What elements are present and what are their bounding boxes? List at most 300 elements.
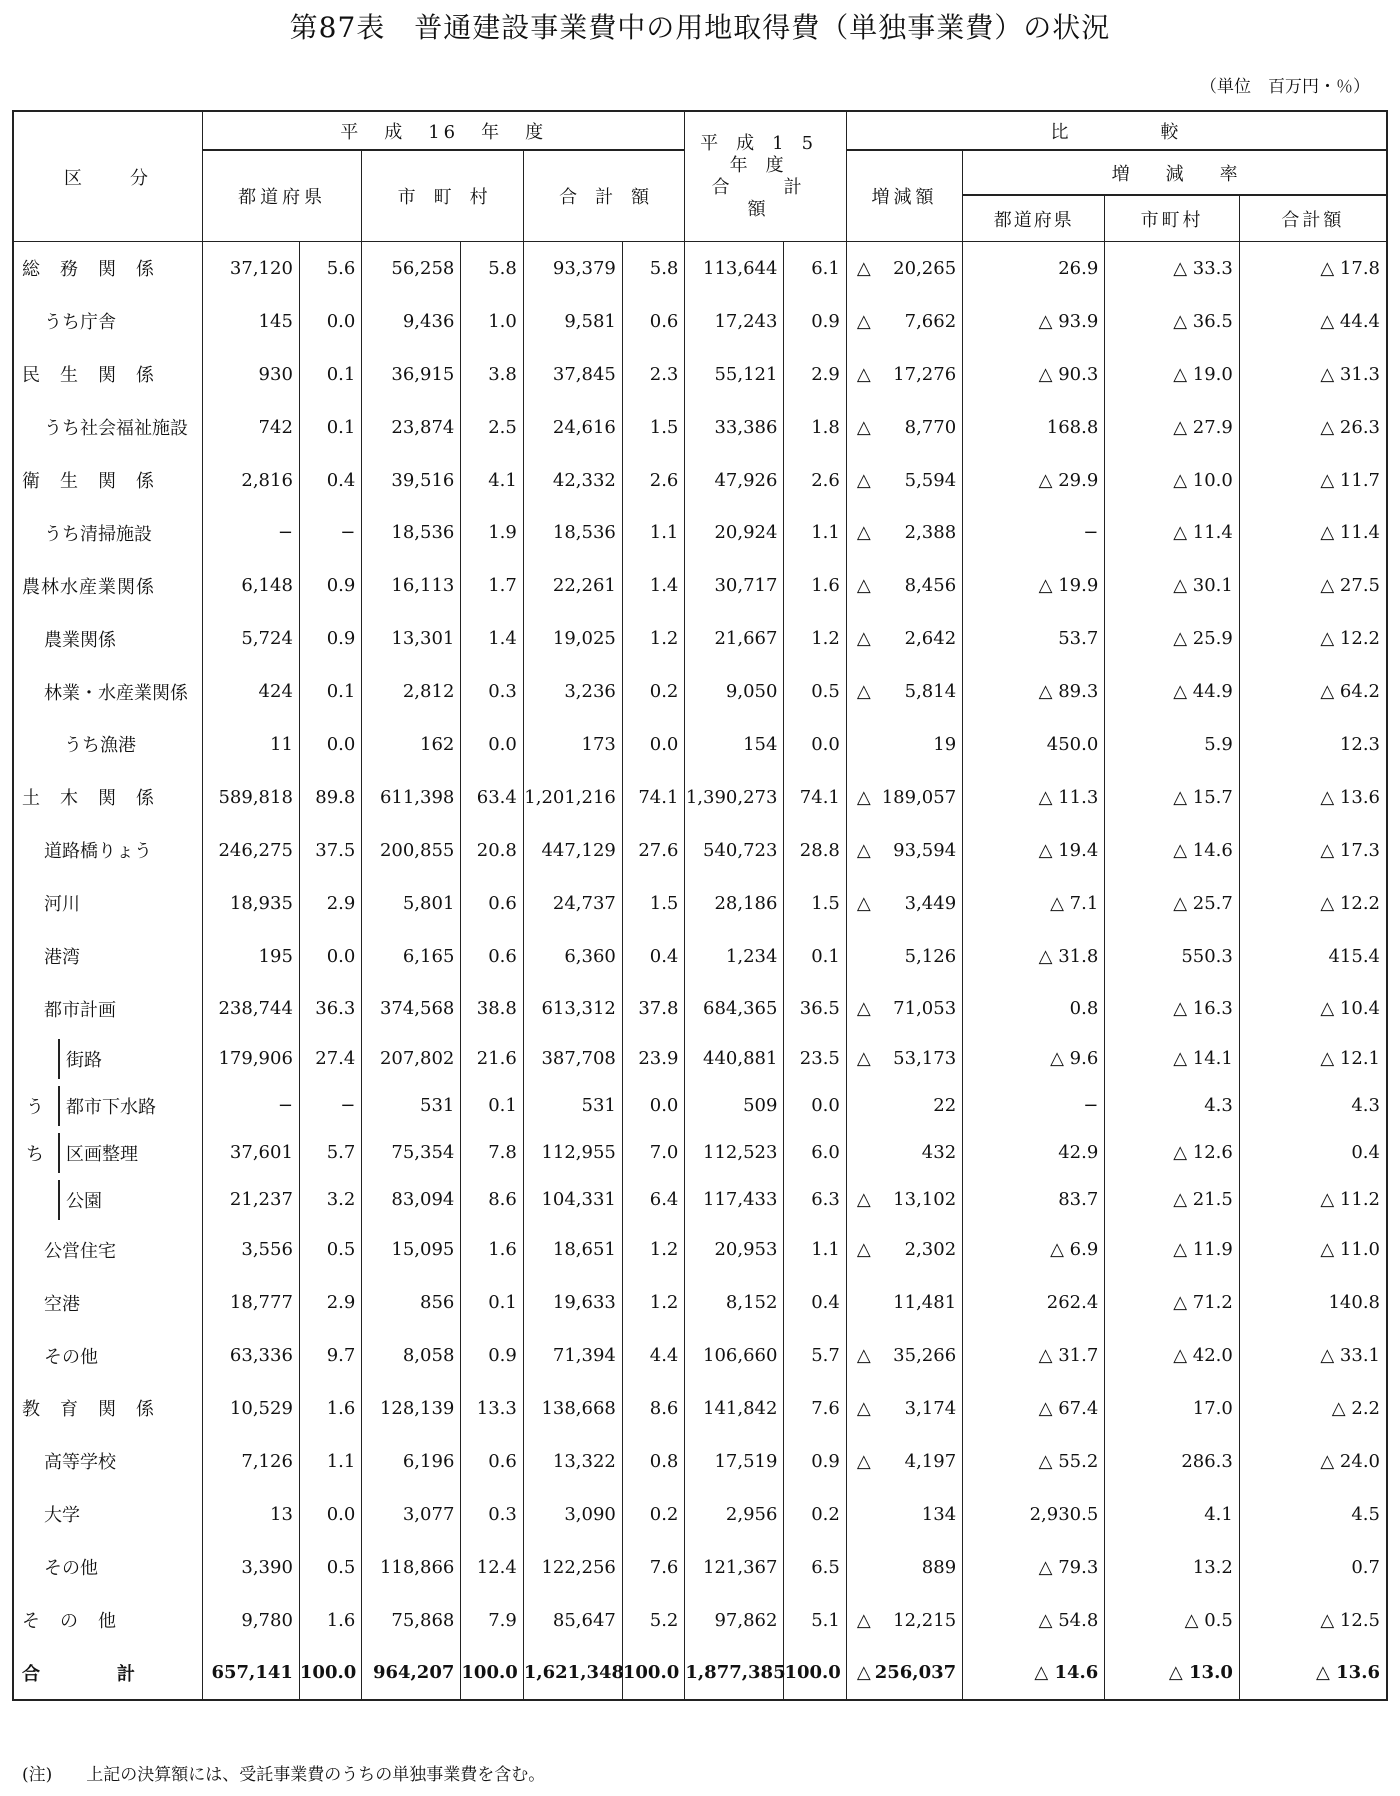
cell: 1,201,216 [523, 771, 622, 824]
cell: 2,956 [685, 1488, 784, 1541]
table-row [13, 1035, 1387, 1082]
cell: 7.0 [622, 1129, 685, 1176]
cell [846, 454, 962, 507]
cell: − [963, 506, 1105, 559]
cell: 0.6 [461, 930, 523, 983]
unit-label: （単位 百万円・％） [1200, 77, 1370, 97]
cell: △ 11.2 [1239, 1176, 1387, 1223]
table-body [13, 242, 1387, 1701]
cell: 0.6 [622, 295, 685, 348]
cell [846, 1382, 962, 1435]
cell: 16,113 [362, 559, 461, 612]
cell: 2,812 [362, 665, 461, 718]
value: 7,662 [904, 310, 957, 332]
cell: 42.9 [963, 1129, 1105, 1176]
row-label-text: 民 生 関 係 [22, 365, 155, 387]
cell: 55,121 [685, 348, 784, 401]
cell: 0.0 [299, 295, 361, 348]
header-h15-line2: 合 計 額 [711, 176, 856, 220]
cell: 13,301 [362, 612, 461, 665]
cell: 6.5 [784, 1541, 846, 1594]
cell: 6.1 [784, 242, 846, 295]
cell: 246,275 [203, 824, 300, 877]
cell: 18,777 [203, 1276, 300, 1329]
value: 3,449 [904, 892, 957, 914]
table-header [13, 111, 1387, 242]
cell: 36.5 [784, 982, 846, 1035]
row-label [13, 665, 203, 718]
cell: 13.2 [1105, 1541, 1240, 1594]
header-compare: 比 較 [846, 111, 1387, 150]
sign: △ [856, 575, 871, 597]
cell: 3.8 [461, 348, 523, 401]
cell: 0.9 [784, 1435, 846, 1488]
cell: 18,651 [523, 1223, 622, 1276]
cell: △ 19.0 [1105, 348, 1240, 401]
row-label-text: 都市計画 [44, 999, 116, 1021]
cell: △ 0.5 [1105, 1594, 1240, 1647]
cell: 1.7 [461, 559, 523, 612]
uchi-label: う [26, 1096, 44, 1118]
cell: 0.4 [784, 1276, 846, 1329]
cell: 19,633 [523, 1276, 622, 1329]
cell: 100.0 [299, 1646, 361, 1700]
cell: 37.8 [622, 982, 685, 1035]
header-diff: 増減額 [846, 150, 962, 242]
cell: 447,129 [523, 824, 622, 877]
cell: 1.1 [299, 1435, 361, 1488]
cell [846, 1488, 962, 1541]
row-label [13, 1541, 203, 1594]
cell: 2.9 [299, 1276, 361, 1329]
cell: 0.8 [622, 1435, 685, 1488]
header-muni: 市 町 村 [362, 150, 523, 242]
cell [846, 718, 962, 771]
cell: △ 12.2 [1239, 612, 1387, 665]
cell: △ 31.8 [963, 930, 1105, 983]
cell: 0.0 [622, 718, 685, 771]
cell: 122,256 [523, 1541, 622, 1594]
cell: △ 33.1 [1239, 1329, 1387, 1382]
cell: 100.0 [784, 1646, 846, 1700]
sign: △ [856, 1048, 871, 1070]
cell: 22,261 [523, 559, 622, 612]
row-label-text: 街路 [66, 1049, 102, 1071]
cell: △ 13.6 [1239, 771, 1387, 824]
cell: 9.7 [299, 1329, 361, 1382]
cell: 138,668 [523, 1382, 622, 1435]
cell: 5.8 [461, 242, 523, 295]
cell: 24,616 [523, 401, 622, 454]
cell: 7.6 [784, 1382, 846, 1435]
cell: △ 71.2 [1105, 1276, 1240, 1329]
cell: 0.0 [299, 718, 361, 771]
row-label-text: 区画整理 [66, 1143, 138, 1165]
sign: △ [856, 892, 871, 914]
row-label [13, 401, 203, 454]
cell: 0.9 [784, 295, 846, 348]
cell: 71,394 [523, 1329, 622, 1382]
cell: 74.1 [622, 771, 685, 824]
cell: 0.6 [461, 877, 523, 930]
cell: 21,237 [203, 1176, 300, 1223]
cell: 1.9 [461, 506, 523, 559]
cell [846, 348, 962, 401]
cell: 100.0 [622, 1646, 685, 1700]
cell: 0.0 [622, 1082, 685, 1129]
cell [846, 1646, 962, 1700]
row-label-text: 公営住宅 [44, 1240, 116, 1262]
row-label-text: 港湾 [44, 947, 80, 969]
cell: 18,935 [203, 877, 300, 930]
total-row [13, 1646, 1387, 1700]
header-h15 [685, 111, 856, 242]
cell [846, 982, 962, 1035]
cell: 18,536 [523, 506, 622, 559]
table-row [13, 295, 1387, 348]
cell: 21.6 [461, 1035, 523, 1082]
cell: 8.6 [461, 1176, 523, 1223]
cell: △ 11.4 [1105, 506, 1240, 559]
cell: 2,930.5 [963, 1488, 1105, 1541]
row-label [13, 1129, 203, 1176]
table-row [13, 824, 1387, 877]
cell [846, 1435, 962, 1488]
cell: 1.4 [622, 559, 685, 612]
cell: 17,243 [685, 295, 784, 348]
cell: 0.3 [461, 665, 523, 718]
cell: 5,724 [203, 612, 300, 665]
cell: 33,386 [685, 401, 784, 454]
row-label [13, 877, 203, 930]
cell: △ 44.4 [1239, 295, 1387, 348]
table-row [13, 982, 1387, 1035]
sign: △ [856, 416, 871, 438]
cell: 23,874 [362, 401, 461, 454]
cell [846, 401, 962, 454]
cell: △ 11.7 [1239, 454, 1387, 507]
cell: 0.2 [622, 665, 685, 718]
cell: − [299, 506, 361, 559]
cell: 2,816 [203, 454, 300, 507]
cell: 13 [203, 1488, 300, 1541]
cell: 36,915 [362, 348, 461, 401]
cell: 112,523 [685, 1129, 784, 1176]
cell: △ 24.0 [1239, 1435, 1387, 1488]
cell: 23.9 [622, 1035, 685, 1082]
row-label-text: 道路橋りょう [44, 841, 152, 863]
sign: △ [856, 1239, 871, 1261]
cell: △ 11.3 [963, 771, 1105, 824]
value: 19 [933, 733, 957, 755]
cell: 387,708 [523, 1035, 622, 1082]
cell: 0.4 [622, 930, 685, 983]
cell: 12.3 [1239, 718, 1387, 771]
cell: △ 19.4 [963, 824, 1105, 877]
row-label [13, 771, 203, 824]
cell: 657,141 [203, 1646, 300, 1700]
cell [846, 559, 962, 612]
cell: 6.0 [784, 1129, 846, 1176]
cell: 0.4 [1239, 1129, 1387, 1176]
cell: 168.8 [963, 401, 1105, 454]
table-row [13, 1276, 1387, 1329]
cell: △ 31.7 [963, 1329, 1105, 1382]
row-label [13, 1176, 203, 1223]
cell: △ 14.6 [1105, 824, 1240, 877]
cell: 0.5 [299, 1223, 361, 1276]
cell: 0.1 [299, 665, 361, 718]
cell: 4.1 [461, 454, 523, 507]
cell: △ 79.3 [963, 1541, 1105, 1594]
cell: 4.4 [622, 1329, 685, 1382]
cell: 47,926 [685, 454, 784, 507]
cell: △ 19.9 [963, 559, 1105, 612]
cell: 1.5 [784, 877, 846, 930]
cell: △ 27.5 [1239, 559, 1387, 612]
table-row [13, 1382, 1387, 1435]
value: 93,594 [893, 839, 957, 861]
cell: △ 13.0 [1105, 1646, 1240, 1700]
cell: 141,842 [685, 1382, 784, 1435]
value: 12,215 [893, 1609, 957, 1631]
cell: 0.9 [461, 1329, 523, 1382]
cell: − [963, 1082, 1105, 1129]
cell: 1.1 [622, 506, 685, 559]
value: 20,265 [893, 257, 957, 279]
cell: △ 13.6 [1239, 1646, 1387, 1700]
cell: 1.0 [461, 295, 523, 348]
cell: 1.6 [299, 1382, 361, 1435]
cell [846, 930, 962, 983]
cell: 28.8 [784, 824, 846, 877]
cell: 613,312 [523, 982, 622, 1035]
cell: 0.4 [299, 454, 361, 507]
cell: 6,360 [523, 930, 622, 983]
cell: 75,868 [362, 1594, 461, 1647]
row-label-text: 大学 [44, 1505, 80, 1527]
table-row [13, 771, 1387, 824]
cell: △ 6.9 [963, 1223, 1105, 1276]
cell: △ 10.4 [1239, 982, 1387, 1035]
cell: − [203, 1082, 300, 1129]
row-label-text: 土 木 関 係 [22, 788, 155, 810]
cell: 13.3 [461, 1382, 523, 1435]
cell [846, 1176, 962, 1223]
sign: △ [856, 469, 871, 491]
table-row [13, 1129, 1387, 1176]
cell: 3,077 [362, 1488, 461, 1541]
value: 256,037 [874, 1662, 957, 1684]
cell: − [299, 1082, 361, 1129]
cell [846, 295, 962, 348]
value: 432 [921, 1142, 957, 1164]
row-label-text: 河川 [44, 894, 80, 916]
row-label [13, 506, 203, 559]
table-row [13, 401, 1387, 454]
row-label [13, 295, 203, 348]
table-title: 第87表 普通建設事業費中の用地取得費（単独事業費）の状況 [289, 11, 1111, 44]
cell: 286.3 [1105, 1435, 1240, 1488]
cell: △ 7.1 [963, 877, 1105, 930]
cell: 0.6 [461, 1435, 523, 1488]
value: 5,126 [904, 945, 957, 967]
cell: 23.5 [784, 1035, 846, 1082]
cell: 12.4 [461, 1541, 523, 1594]
row-label-text: その他 [44, 1558, 98, 1580]
cell: 0.2 [784, 1488, 846, 1541]
row-label-text: 農林水産業関係 [22, 576, 155, 598]
cell: 531 [362, 1082, 461, 1129]
table-row [13, 1594, 1387, 1647]
cell: 0.0 [299, 930, 361, 983]
cell: 4.1 [1105, 1488, 1240, 1541]
cell: 128,139 [362, 1382, 461, 1435]
cell: 0.0 [461, 718, 523, 771]
cell: △ 14.1 [1105, 1035, 1240, 1082]
cell: 0.1 [461, 1082, 523, 1129]
cell [846, 1329, 962, 1382]
cell: 36.3 [299, 982, 361, 1035]
row-label [13, 1082, 203, 1129]
cell: 5,801 [362, 877, 461, 930]
cell: △ 21.5 [1105, 1176, 1240, 1223]
cell [846, 1223, 962, 1276]
value: 5,594 [904, 469, 957, 491]
cell: 5.8 [622, 242, 685, 295]
cell: △ 12.2 [1239, 877, 1387, 930]
value: 71,053 [893, 998, 957, 1020]
cell: △ 10.0 [1105, 454, 1240, 507]
cell: 4.3 [1105, 1082, 1240, 1129]
row-label-text: 都市下水路 [66, 1096, 156, 1118]
row-label [13, 1329, 203, 1382]
table-row [13, 1541, 1387, 1594]
table-row [13, 1488, 1387, 1541]
cell: 611,398 [362, 771, 461, 824]
cell: 37,601 [203, 1129, 300, 1176]
table-row [13, 930, 1387, 983]
cell: 37,845 [523, 348, 622, 401]
table-row [13, 242, 1387, 295]
row-label-text: 教 育 関 係 [22, 1399, 155, 1421]
cell: △ 36.5 [1105, 295, 1240, 348]
row-label [13, 612, 203, 665]
cell: 1,877,385 [685, 1646, 784, 1700]
cell: △ 44.9 [1105, 665, 1240, 718]
cell: 0.0 [784, 718, 846, 771]
cell: △ 27.9 [1105, 401, 1240, 454]
cell: △ 12.6 [1105, 1129, 1240, 1176]
cell: △ 17.3 [1239, 824, 1387, 877]
cell: 37,120 [203, 242, 300, 295]
cell: 531 [523, 1082, 622, 1129]
row-label [13, 982, 203, 1035]
row-label-text: 合 計 [22, 1663, 136, 1685]
cell: 6,196 [362, 1435, 461, 1488]
cell: 930 [203, 348, 300, 401]
row-label [13, 348, 203, 401]
table-row [13, 454, 1387, 507]
cell: 0.1 [299, 401, 361, 454]
value: 2,642 [904, 628, 957, 650]
cell: △ 89.3 [963, 665, 1105, 718]
cell: 17,519 [685, 1435, 784, 1488]
value: 2,388 [904, 522, 957, 544]
cell: 207,802 [362, 1035, 461, 1082]
cell: 684,365 [685, 982, 784, 1035]
sign: △ [856, 681, 871, 703]
value: 5,814 [904, 681, 957, 703]
cell: 20.8 [461, 824, 523, 877]
cell: 856 [362, 1276, 461, 1329]
cell: 3,556 [203, 1223, 300, 1276]
cell: 113,644 [685, 242, 784, 295]
cell: 27.4 [299, 1035, 361, 1082]
sign: △ [856, 1450, 871, 1472]
header-h15-line1: 平成15年度 [700, 132, 832, 176]
row-label-text: 農業関係 [44, 629, 116, 651]
cell [846, 242, 962, 295]
cell: 540,723 [685, 824, 784, 877]
footnote-mark: (注) [22, 1765, 53, 1785]
cell: 21,667 [685, 612, 784, 665]
cell: 1.6 [784, 559, 846, 612]
cell: 5.7 [784, 1329, 846, 1382]
value: 889 [921, 1556, 957, 1578]
cell: △ 54.8 [963, 1594, 1105, 1647]
cell: 6,165 [362, 930, 461, 983]
row-label [13, 1646, 203, 1700]
cell: 42,332 [523, 454, 622, 507]
header-rate-muni: 市町村 [1105, 195, 1240, 242]
value: 4,197 [904, 1450, 957, 1472]
header-pref: 都道府県 [203, 150, 362, 242]
cell: 195 [203, 930, 300, 983]
sign: △ [856, 998, 871, 1020]
sign: △ [856, 1345, 871, 1367]
row-label [13, 1382, 203, 1435]
cell: 3,090 [523, 1488, 622, 1541]
cell: 0.5 [299, 1541, 361, 1594]
cell: △ 11.0 [1239, 1223, 1387, 1276]
value: 22 [933, 1095, 957, 1117]
table-row [13, 1435, 1387, 1488]
cell: 6,148 [203, 559, 300, 612]
cell: 509 [685, 1082, 784, 1129]
sign: △ [856, 786, 871, 808]
cell: 7.8 [461, 1129, 523, 1176]
cell: 2.9 [784, 348, 846, 401]
cell: △ 14.6 [963, 1646, 1105, 1700]
cell: 2.6 [622, 454, 685, 507]
row-label-text: 林業・水産業関係 [44, 682, 188, 704]
cell: 121,367 [685, 1541, 784, 1594]
cell: 6.3 [784, 1176, 846, 1223]
table-row [13, 718, 1387, 771]
row-label [13, 824, 203, 877]
row-label [13, 1223, 203, 1276]
value: 189,057 [881, 786, 957, 808]
cell: 7,126 [203, 1435, 300, 1488]
cell: 20,924 [685, 506, 784, 559]
cell [846, 1276, 962, 1329]
value: 11,481 [893, 1292, 957, 1314]
cell: 85,647 [523, 1594, 622, 1647]
sign: △ [856, 1609, 871, 1631]
cell: 0.1 [784, 930, 846, 983]
value: 8,456 [904, 575, 957, 597]
